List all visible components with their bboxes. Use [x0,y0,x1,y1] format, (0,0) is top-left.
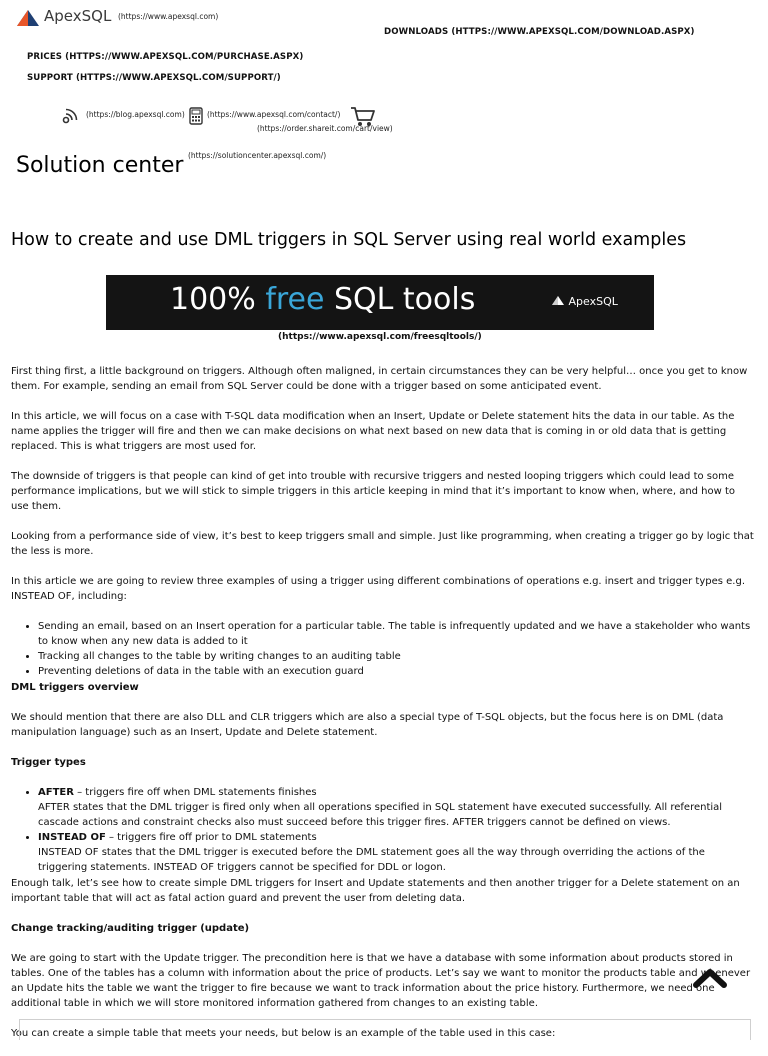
article-title: How to create and use DML triggers in SQL Server using real world examples [11,230,687,250]
solution-center-url[interactable]: (https://solutioncenter.apexsql.com/) [188,151,327,160]
phone-icon [189,107,203,125]
list-item: • Tracking all changes to the table by writing changes to an auditing table [38,649,755,664]
solution-center-title[interactable]: Solution center [16,153,184,178]
banner-url[interactable]: (https://www.apexsql.com/freesqltools/) [278,332,482,342]
nav-support-link[interactable]: SUPPORT (HTTPS://WWW.APEXSQL.COM/SUPPORT/) [27,73,281,83]
nav-prices-link[interactable]: PRICES (HTTPS://WWW.APEXSQL.COM/PURCHASE.ASPX) [27,52,304,62]
instead-desc: INSTEAD OF states that the DML trigger is executed before the DML statement goes all the way through overriding the actions of the triggering statements. INSTEAD OF triggers cannot be specified for DDL or logon. [38,847,705,873]
instead-short: – triggers fire off prior to DML statements [105,832,317,843]
nav-downloads-link[interactable]: DOWNLOADS (HTTPS://WWW.APEXSQL.COM/DOWNLOAD.ASPX) [384,27,695,37]
paragraph: You can create a simple table that meets your needs, but below is an example of the table used in this case: [11,1028,556,1039]
paragraph: Enough talk, let’s see how to create simple DML triggers for Insert and Update statements and then another trigger for a Delete statement on an important table that will act as fatal action guard and prevent the user from deleting data. [11,878,740,904]
instead-term: INSTEAD OF [38,832,106,843]
after-term: AFTER [38,787,74,798]
scroll-top-icon [690,963,730,991]
heading-dml-overview: DML triggers overview [11,682,139,693]
paragraph: We should mention that there are also DLL and CLR triggers which are also a special type of T-SQL objects, but the focus here is on DML (data manipulation language) such as an Insert, Update and Delete statement. [11,712,724,738]
banner-logo [551,295,618,308]
paragraph: The downside of triggers is that people can kind of get into trouble with recursive triggers and nested looping triggers which could lead to some performance implications, but we will stick to simple triggers in this article keeping in mind that it’s important to know when, where, and how to use them. [11,471,736,512]
heading-trigger-types: Trigger types [11,757,86,768]
logo-text: ApexSQL [44,7,112,25]
free-tools-banner[interactable] [106,275,654,330]
after-desc: AFTER states that the DML trigger is fired only when all operations specified in SQL statement have executed successfully. All referential cascade actions and constraint checks also must succeed before this trigger fires. AFTER triggers cannot be defined on views. [38,802,723,828]
banner-logo-icon [551,295,565,306]
cart-url[interactable]: (https://order.shareit.com/cart/view) [257,124,393,133]
after-short: – triggers fire off when DML statements finishes [73,787,317,798]
banner-text-post: SQL tools [324,282,476,317]
blog-url[interactable]: (https://blog.apexsql.com) [86,110,185,119]
banner-text-free: free [265,282,325,317]
trigger-types-list [11,785,755,875]
article-body [11,364,755,1056]
contact-link[interactable] [189,107,205,127]
contact-url[interactable]: (https://www.apexsql.com/contact/) [207,110,341,119]
apexsql-logo[interactable] [15,7,235,31]
list-item-instead-of [38,830,755,875]
banner-logo-text: ApexSQL [568,295,618,308]
paragraph: First thing first, a little background on triggers. Although often maligned, in certain circumstances they can be very helpful… once you get to know them. For example, sending an email from SQL Server could be done with a trigger based on some anticipated event. [11,366,748,392]
paragraph: In this article we are going to review three examples of using a trigger using different combinations of operations e.g. insert and trigger types e.g. INSTEAD OF, including: [11,576,746,602]
blog-link[interactable] [60,106,82,126]
logo-url[interactable]: (https://www.apexsql.com) [118,12,219,21]
paragraph: We are going to start with the Update trigger. The precondition here is that we have a database with some information about products stored in tables. One of the tables has a column with information about the price of products. Let’s say we want to monitor the products table and whenever an Update hits the table we want the trigger to fire because we want to track information about the price history. Furthermore, we need one additional table in which we will store monitored information gathered from changes to an existing table. [11,953,751,1009]
paragraph: In this article, we will focus on a case with T-SQL data modification when an Insert, Update or Delete statement hits the data in our table. As the name applies the trigger will fire and then we can make decisions on what next based on new data that is coming in or old data that is getting replaced. This is what triggers are most used for. [11,411,735,452]
code-block [19,1019,751,1040]
paragraph: Looking from a performance side of view, it’s best to keep triggers small and simple. Just like programming, when creating a trigger go by logic that the less is more. [11,531,754,557]
scroll-top-button[interactable] [690,963,730,991]
banner-headline [170,282,475,317]
list-item-after [38,785,755,830]
examples-list [11,619,755,679]
apexsql-logo-icon [15,8,41,28]
heading-change-tracking: Change tracking/auditing trigger (update) [11,923,250,934]
banner-text-pre: 100% [170,282,266,317]
list-item: • Sending an email, based on an Insert operation for a particular table. The table is infrequently updated and we have a stakeholder who wants to know when any new data is added to it [38,619,755,649]
list-item: • Preventing deletions of data in the table with an execution guard [38,664,755,679]
rss-icon [60,106,80,126]
